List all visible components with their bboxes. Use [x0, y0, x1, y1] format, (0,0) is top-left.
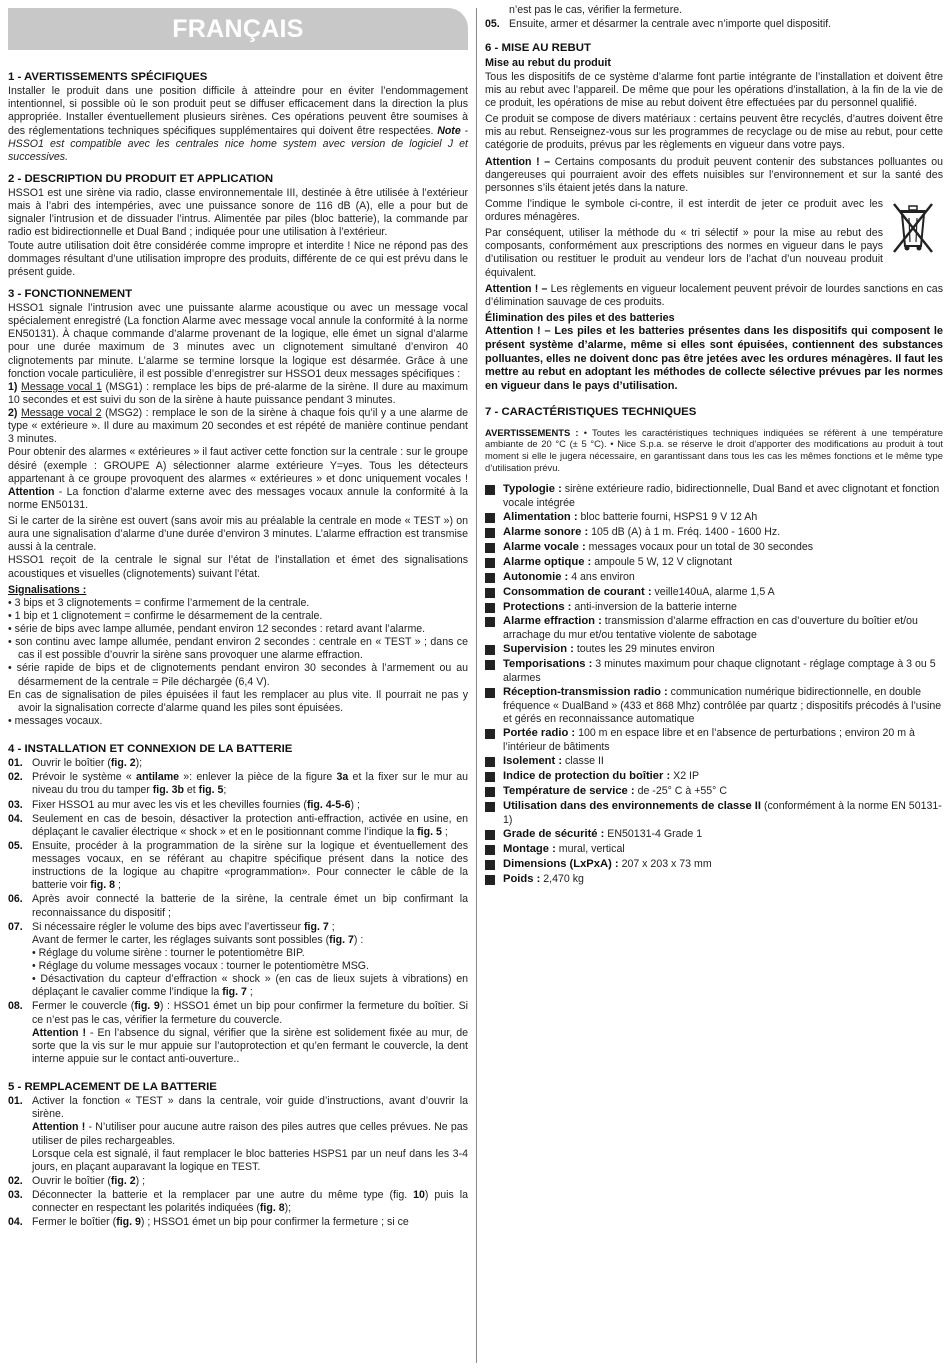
- spec-label: Alarme sonore :: [503, 526, 589, 539]
- weee-block: [485, 198, 943, 283]
- list-item: • 3 bips et 3 clignotements = confirme l’armement de la centrale.: [8, 596, 310, 609]
- square-bullet-icon: [485, 513, 495, 523]
- weee-bin-icon: [883, 198, 943, 256]
- spec-text: [503, 658, 943, 685]
- spec-text: [503, 556, 943, 570]
- spec-text: [503, 785, 943, 799]
- list-item: En cas de signalisation de piles épuisées il faut les remplacer au plus vite. Il pourrait ne pas y avoir la signalisation correcte d’alarme quand les piles sont épuisées.: [8, 688, 468, 714]
- step-text: Ensuite, armer et désarmer la centrale avec n’importe quel dispositif.: [509, 18, 832, 31]
- section-title: 4 - INSTALLATION ET CONNEXION DE LA BATTERIE: [8, 743, 293, 756]
- step: [8, 1095, 468, 1174]
- square-bullet-icon: [485, 830, 495, 840]
- paragraph: Tous les dispositifs de ce système d’alarme font partie intégrante de l’installation et doivent être mis au rebut avec l’appareil. De même que pour les opérations d’installation, à la fin de la vie de ce produit, les opérations de mise au rebut doivent être effectuées par du personnel qualifié.: [485, 70, 943, 110]
- square-bullet-icon: [485, 802, 495, 812]
- step-text: Fermer le boîtier (fig. 9) ; HSSO1 émet un bip pour confirmer la fermeture ; si ce: [32, 1216, 409, 1229]
- language-banner: [8, 8, 468, 50]
- spec-value: messages vocaux pour un total de 30 secondes: [585, 540, 814, 553]
- crossed-bin-icon: [890, 200, 936, 256]
- right-column: [485, 4, 943, 888]
- section-description: [8, 172, 468, 279]
- step-text: Ouvrir le boîtier (fig. 2) ;: [32, 1174, 146, 1187]
- step-number: 03.: [8, 798, 23, 811]
- spec-value: classe II: [562, 755, 604, 768]
- step-text: Seulement en cas de besoin, désactiver la protection anti-effraction, activée en usine, en déplaçant le cavalier électrique « shock » et en le positionnant comme l’indique la fig. 5 ;: [32, 812, 468, 838]
- message-2-label: Message vocal 2: [20, 407, 102, 420]
- paragraph: HSSO1 reçoit de la centrale le signal sur l’état de l’installation et émet des signalisations acoustiques et visuelles (clignotements) suivant l’état.: [8, 554, 468, 580]
- text: Certains composants du produit peuvent contenir des substances polluantes ou dangereuses qui pourraient avoir des effets nuisibles sur l’environnement et sur la santé des personnes s’ils étaient jetés dans la nature.: [485, 155, 943, 194]
- spec-item: [485, 541, 943, 555]
- square-bullet-icon: [485, 860, 495, 870]
- spec-label: Grade de sécurité :: [503, 828, 605, 841]
- spec-text: [503, 571, 943, 585]
- spec-text: [503, 770, 943, 784]
- spec-label: Supervision :: [503, 643, 574, 656]
- step: [8, 771, 468, 797]
- paragraph: Comme l’indique le symbole ci-contre, il est interdit de jeter ce produit avec les ordures ménagères.: [485, 197, 883, 224]
- spec-label: Protections :: [503, 600, 572, 613]
- signals-list: [8, 597, 468, 728]
- replacement-steps: [8, 1095, 468, 1229]
- step-text: Si nécessaire régler le volume des bips avec l’avertisseur fig. 7 ; Avant de fermer le carter, les réglages suivants sont possibles (fig. 7) : • Réglage du volume sirène : tourner le potentiomètre BIP. • Réglage du volume messages vocaux : tourner le potentiomètre MSG. • Désactivation du capteur d’effraction « shock » (en cas de lieux sujets à vibrations) en déplaçant le cavalier comme l’indique la fig. 7 ;: [32, 920, 468, 999]
- subsection-title: Mise au rebut du produit: [485, 57, 611, 70]
- paragraph: [485, 283, 943, 309]
- step-number: 02.: [8, 771, 23, 784]
- square-bullet-icon: [485, 558, 495, 568]
- section-specifications: [485, 405, 943, 886]
- spec-label: Poids :: [503, 872, 541, 885]
- paragraph: Toute autre utilisation doit être considérée comme impropre et interdite ! Nice ne répond pas des dommages résultant d’une utilisation impropre des produits, différente de ce qui est prévu dans le présent guide.: [8, 239, 468, 278]
- spec-item: [485, 686, 943, 726]
- step-number: 05.: [485, 18, 500, 31]
- spec-item: [485, 556, 943, 570]
- square-bullet-icon: [485, 645, 495, 655]
- step: [8, 1000, 468, 1066]
- spec-text: [503, 828, 943, 842]
- spec-value: EN50131-4 Grade 1: [604, 828, 703, 841]
- spec-label: Indice de protection du boîtier :: [503, 770, 671, 783]
- spec-text: [503, 511, 943, 525]
- step: [8, 893, 468, 919]
- spec-item: [485, 658, 943, 685]
- spec-label: Typologie :: [503, 483, 562, 496]
- message-2: [8, 407, 468, 446]
- spec-item: [485, 511, 943, 525]
- text: Installer le produit dans une position difficile à atteindre pour en éviter l’endommagement intentionnel, si possible où le son produit peut se diffuser efficacement dans la direction la plus appropriée. Installer éventuellement plusieurs sirènes. Ces opérations peuvent être soumises à des réglementations techniques spécifiques supplémentaires qui doivent être respectées.: [8, 85, 468, 137]
- text: • Toutes les caractéristiques techniques indiquées se réfèrent à une température ambiante de 20 °C (± 5 °C). • Nice S.p.a. se réserve le droit d’apporter des modifications au produit à tout moment si elle le jugera nécessaire, en garantissant dans tous les cas les mêmes fonctions et le même type d’utilisation prévu.: [485, 426, 943, 473]
- step: [8, 1175, 468, 1188]
- spec-label: Alarme vocale :: [503, 540, 586, 553]
- square-bullet-icon: [485, 757, 495, 767]
- spec-label: Alarme optique :: [503, 555, 592, 568]
- spec-text: [503, 601, 943, 615]
- spec-text: [503, 755, 943, 769]
- spec-item: [485, 586, 943, 600]
- spec-warning: [485, 427, 943, 474]
- paragraph: [8, 85, 468, 164]
- step-number: 05.: [8, 839, 23, 852]
- signals-title: Signalisations :: [8, 583, 87, 596]
- language-title: FRANÇAIS: [172, 14, 304, 43]
- left-column: [8, 8, 468, 1230]
- spec-value: sirène extérieure radio, bidirectionnelle, Dual Band et avec clignotant et fonction vocale intégrée: [503, 483, 940, 510]
- spec-item: [485, 526, 943, 540]
- section-title: 3 - FONCTIONNEMENT: [8, 287, 133, 300]
- paragraph: HSSO1 signale l’intrusion avec une puissante alarme acoustique ou avec un message vocal spécialement enregistré (La fonction Alarme avec message vocal annule la conformité à la norme EN50131). À chaque commande d’alarme provenant de la logique, elle émet un signal d’alarme pour une durée maximum de 3 minutes avec un clignotement simultané d’environ 40 clignotements par minute. L’alarme se termine lorsque la logique est désarmée. Grâce à une fonction vocale particulière, il est possible d’enregistrer sur HSSO1 deux messages spécifiques :: [8, 302, 468, 380]
- spec-value: veille140uA, alarme 1,5 A: [651, 585, 775, 598]
- spec-label: Dimensions (LxPxA) :: [503, 857, 619, 870]
- step-continued: [485, 4, 943, 17]
- step-number: 04.: [8, 812, 23, 825]
- spec-item: [485, 828, 943, 842]
- paragraph: Par conséquent, utiliser la méthode du « tri sélectif » pour la mise au rebut des composants, conformément aux prescriptions des normes en vigueur dans le pays d’utilisation ou restituer le produit au vendeur lors de l’achat d’un nouveau produit équivalent.: [485, 227, 883, 279]
- spec-value: 3 minutes maximum pour chaque clignotant - réglage comptage à 3 ou 5 alarmes: [503, 658, 936, 685]
- step: [8, 921, 468, 1000]
- section-battery-replacement: [8, 1080, 468, 1229]
- step-text: Après avoir connecté la batterie de la sirène, la centrale émet un bip confirmant la reconnaissance du dispositif ;: [32, 893, 468, 919]
- spec-value: 4 ans environ: [568, 570, 635, 583]
- square-bullet-icon: [485, 688, 495, 698]
- step: [8, 1216, 468, 1229]
- square-bullet-icon: [485, 573, 495, 583]
- spec-item: [485, 571, 943, 585]
- spec-item: [485, 727, 943, 754]
- step-text: Fermer le couvercle (fig. 9) : HSSO1 émet un bip pour confirmer la fermeture du boîtier. Si ce n’est pas le cas, vérifier la fermeture du couvercle. Attention ! - En l’absence du signal, vérifier que la sirène est solidement fixée au mur, de sorte que la vis sur le mur appuie sur l’autoprotection et qu’en fermant le couvercle, la dent interne appuie sur le contact anti-ouverture..: [32, 1000, 468, 1065]
- step: [8, 813, 468, 839]
- spec-text: [503, 843, 943, 857]
- section-title: 6 - MISE AU REBUT: [485, 42, 591, 55]
- step-text: Ensuite, procéder à la programmation de la sirène sur la logique et éventuellement des messages vocaux, en se référant au chapitre spécifique présent dans la notice des instructions de la logique au chapitre «programmation». Pour connecter le câble de la batterie voir fig. 8 ;: [32, 839, 468, 892]
- step-number: 03.: [8, 1189, 23, 1202]
- weee-text: [485, 198, 883, 283]
- square-bullet-icon: [485, 729, 495, 739]
- step-number: 06.: [8, 893, 23, 906]
- spec-text: [503, 586, 943, 600]
- spec-value: bloc batterie fourni, HSPS1 9 V 12 Ah: [577, 511, 758, 524]
- list-item: • messages vocaux.: [8, 714, 103, 727]
- spec-item: [485, 615, 943, 642]
- square-bullet-icon: [485, 875, 495, 885]
- item-number: 2): [8, 407, 18, 420]
- spec-label: Montage :: [503, 843, 556, 856]
- section-title: 2 - DESCRIPTION DU PRODUIT ET APPLICATION: [8, 172, 274, 185]
- paragraph: [485, 156, 943, 195]
- spec-item: [485, 843, 943, 857]
- note-text: - HSSO1 est compatible avec les centrales nice home system avec version de logiciel J et successives.: [8, 124, 468, 163]
- note-label: Note: [437, 124, 461, 137]
- text: Les règlements en vigueur localement peuvent prévoir de lourdes sanctions en cas d’élimination sauvage de ces produits.: [485, 282, 943, 308]
- spec-item: [485, 858, 943, 872]
- step: [485, 18, 943, 31]
- list-item: • son continu avec lampe allumée, pendant environ 2 secondes : centrale en « TEST » ; dans ce cas il est possible d’ouvrir la sirène sans provoquer une alarme effraction.: [8, 636, 468, 662]
- subsection-title: Élimination des piles et des batteries: [485, 311, 675, 324]
- step-text: Ouvrir le boîtier (fig. 2);: [32, 757, 143, 770]
- spec-value: anti-inversion de la batterie interne: [571, 600, 737, 613]
- spec-value: toutes les 29 minutes environ: [573, 643, 715, 656]
- square-bullet-icon: [485, 603, 495, 613]
- list-item: • série de bips avec lampe allumée, pendant environ 12 secondes : retard avant l’alarme.: [8, 623, 426, 636]
- spec-value: (conformément à la norme EN 50131-1): [503, 800, 942, 827]
- spec-item: [485, 643, 943, 657]
- section-disposal: [485, 41, 943, 393]
- batteries-warning: Attention ! – Les piles et les batteries présentes dans les dispositifs qui composent le présent système d’alarme, même si elles sont épuisées, contiennent des substances polluantes, elles ne doivent donc pas être jetées avec les ordures ménagères. Il faut les mettre au rebut en adoptant les méthodes de collecte sélective prévues par les normes en vigueur dans le pays d’utilisation.: [485, 325, 943, 392]
- section-installation: [8, 742, 468, 1066]
- spec-item: [485, 873, 943, 887]
- section-warnings: [8, 70, 468, 164]
- attention-label: Attention ! –: [485, 155, 551, 168]
- section-title: 7 - CARACTÉRISTIQUES TECHNIQUES: [485, 406, 697, 419]
- text: - La fonction d’alarme externe avec des messages vocaux annule la conformité à la norme EN50131.: [8, 485, 468, 511]
- spec-value: communication numérique bidirectionnelle, en double fréquence « DualBand » (433 et 868 Mhz) contrôlée par quartz ; dispositifs précodés à l’usine et gérés en reconnaissance automatique: [503, 686, 942, 726]
- square-bullet-icon: [485, 485, 495, 495]
- attention-label: Attention ! –: [485, 282, 548, 295]
- text: (MSG2) : remplace le son de la sirène à chaque fois qu’il y a une alarme de type « extérieure ». Il dure au maximum 20 secondes et est répété de manière continue pendant 3 minutes.: [8, 407, 468, 446]
- installation-steps: [8, 757, 468, 1066]
- spec-value: mural, vertical: [555, 843, 625, 856]
- paragraph: HSSO1 est une sirène via radio, classe environnementale III, destinée à être utilisée à l’extérieur mais à l’abri des intempéries, avec une puissance sonore de 116 dB (A), elle a pour but de signaler l’intrusion et de dissuader l’intrus. Alimentée par piles (bloc batterie), la commande par radio est bidirectionnelle et Dual Band ; indiquée pour une utilisation à l’extérieur.: [8, 187, 468, 239]
- square-bullet-icon: [485, 772, 495, 782]
- step: [8, 799, 468, 812]
- message-1: [8, 381, 468, 407]
- spec-value: X2 IP: [670, 770, 700, 783]
- step-number: 01.: [8, 1095, 23, 1108]
- message-1-label: Message vocal 1: [21, 380, 102, 393]
- step-text: Fixer HSSO1 au mur avec les vis et les chevilles fournies (fig. 4-5-6) ;: [32, 798, 360, 811]
- spec-item: [485, 483, 943, 510]
- spec-label: Alimentation :: [503, 511, 578, 524]
- step-number: 07.: [8, 920, 23, 933]
- spec-label: Temporisations :: [503, 658, 593, 671]
- spec-value: 2,470 kg: [540, 872, 584, 885]
- spec-label: Utilisation dans des environnements de classe II: [503, 800, 762, 813]
- warning-label: AVERTISSEMENTS :: [485, 426, 579, 438]
- spec-value: transmission d’alarme effraction en cas d’ouverture du boîtier et/ou arrachage du mur et/ou tentative violente de sabotage: [503, 615, 918, 642]
- section-title: 5 - REMPLACEMENT DE LA BATTERIE: [8, 1081, 217, 1094]
- spec-item: [485, 601, 943, 615]
- spec-value: 207 x 203 x 73 mm: [618, 857, 712, 870]
- step-number: 01.: [8, 757, 23, 770]
- specs-list: [485, 483, 943, 887]
- spec-text: [503, 873, 943, 887]
- item-number: 1): [8, 380, 18, 393]
- spec-text: [503, 526, 943, 540]
- square-bullet-icon: [485, 588, 495, 598]
- spec-item: [485, 800, 943, 827]
- step-text: Prévoir le système « antilame »: enlever la pièce de la figure 3a et la fixer sur le mur au niveau du trou du tamper fig. 3b et fig. 5;: [32, 771, 468, 797]
- step-number: 02.: [8, 1174, 23, 1187]
- spec-value: 100 m en espace libre et en l’absence de perturbations ; environ 20 m à l’intérieur de bâtiments: [503, 727, 915, 754]
- section-operation: [8, 287, 468, 728]
- paragraph: Ce produit se compose de divers matériaux : certains peuvent être recyclés, d’autres doivent être mis au rebut. Renseignez-vous sur les programmes de recyclage ou de mise au rebut, pour cette catégorie de produits, prévus par les règlements en vigueur dans votre pays.: [485, 113, 943, 152]
- spec-text: [503, 483, 943, 510]
- step: [8, 757, 468, 770]
- step-text: Activer la fonction « TEST » dans la centrale, voir guide d’instructions, avant d’ouvrir la sirène. Attention ! - N’utiliser pour aucune autre raison des piles autres que celles prévues. Ne pas utiliser de piles rechargeables. Lorsque cela est signalé, il faut remplacer le bloc batteries HSPS1 par un neuf dans les 3-4 jours, en plaçant auparavant la logique en TEST.: [32, 1095, 468, 1173]
- step: [8, 1189, 468, 1215]
- section-title: 1 - AVERTISSEMENTS SPÉCIFIQUES: [8, 71, 208, 83]
- text: n’est pas le cas, vérifier la fermeture.: [509, 4, 683, 16]
- square-bullet-icon: [485, 660, 495, 670]
- spec-label: Alarme effraction :: [503, 615, 602, 628]
- spec-label: Autonomie :: [503, 570, 569, 583]
- spec-value: 105 dB (A) à 1 m. Fréq. 1400 - 1600 Hz.: [588, 526, 781, 539]
- spec-item: [485, 755, 943, 769]
- spec-value: de -25° C à +55° C: [634, 785, 728, 798]
- spec-item: [485, 770, 943, 784]
- paragraph: [8, 446, 468, 512]
- spec-label: Réception-transmission radio :: [503, 686, 668, 699]
- spec-text: [503, 800, 943, 827]
- spec-label: Isolement :: [503, 755, 563, 768]
- attention-label: Attention: [8, 485, 55, 498]
- spec-item: [485, 785, 943, 799]
- spec-label: Portée radio :: [503, 727, 576, 740]
- square-bullet-icon: [485, 787, 495, 797]
- step-number: 08.: [8, 1000, 23, 1013]
- spec-label: Température de service :: [503, 785, 635, 798]
- square-bullet-icon: [485, 528, 495, 538]
- step-text: Déconnecter la batterie et la remplacer par une autre du même type (fig. 10) puis la connecter en respectant les polarités indiquées (fig. 8);: [32, 1189, 468, 1215]
- spec-label: Consommation de courant :: [503, 585, 652, 598]
- step: [8, 840, 468, 893]
- text: (MSG1) : remplace les bips de pré-alarme de la sirène. Il dure au maximum 10 secondes et est suivi du son de la sirène à haute puissance pendant 3 minutes.: [8, 380, 468, 406]
- paragraph: Si le carter de la sirène est ouvert (sans avoir mis au préalable la centrale en mode « TEST ») on aura une signalisation d’alarme d’une durée d’environ 3 minutes. L’alarme effraction est transmise aussi à la centrale.: [8, 515, 468, 554]
- step-number: 04.: [8, 1216, 23, 1229]
- square-bullet-icon: [485, 617, 495, 627]
- column-divider: [476, 8, 477, 1363]
- spec-text: [503, 858, 943, 872]
- square-bullet-icon: [485, 845, 495, 855]
- spec-text: [503, 686, 943, 726]
- spec-value: ampoule 5 W, 12 V clignotant: [591, 555, 733, 568]
- spec-text: [503, 541, 943, 555]
- spec-text: [503, 615, 943, 642]
- list-item: • 1 bip et 1 clignotement = confirme le désarmement de la centrale.: [8, 609, 323, 622]
- spec-text: [503, 643, 943, 657]
- square-bullet-icon: [485, 543, 495, 553]
- spec-text: [503, 727, 943, 754]
- list-item: • série rapide de bips et de clignotements pendant environ 30 secondes à l’armement ou au désarmement de la centrale = Pile déchargée (6,4 V).: [8, 662, 468, 688]
- text: Pour obtenir des alarmes « extérieures » il faut activer cette fonction sur la centrale : sur le groupe désiré (exemple : GROUPE A) sélectionner alarme extérieure Y=yes. Tous les détecteurs appartenant à ce groupe provoquent des alarmes « extérieures » et donc uniquement vocales !: [8, 446, 468, 485]
